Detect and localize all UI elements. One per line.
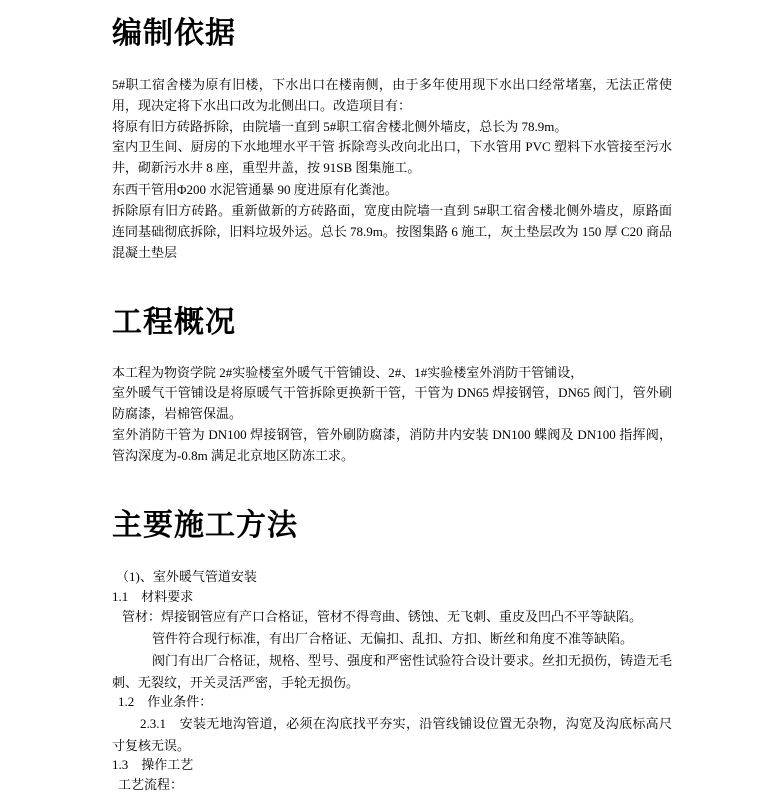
basis-paragraph-5: 拆除原有旧方砖路。重新做新的方砖路面，宽度由院墙一直到 5#职工宿舍楼北侧外墙皮，原路面连同基础彻底拆除，旧料垃圾外运。总长 78.9m。按图集路 6 施工，灰土垫层改为 150 厚 C20 商品混凝土垫层 <box>112 203 672 260</box>
material-valves: 阀门有出厂合格证，规格、型号、强度和严密性试验符合设计要求。丝扣无损伤，铸造无毛刺、无裂纹，开关灵活严密，手轮无损伤。 <box>112 653 673 690</box>
process-flow-label: 工艺流程： <box>118 777 184 792</box>
basis-paragraph-3: 室内卫生间、厨房的下水地埋水平干管 拆除弯头改向北出口，下水管用 PVC 塑料下水管接至污水井，砌新污水井 8 座，重型井盖，按 91SB 图集施工。 <box>112 139 672 175</box>
heading-material-requirements: 1.1 材料要求 <box>112 589 194 604</box>
overview-paragraph-1: 本工程为物资学院 2#实验楼室外暖气干管铺设、2#、1#实验楼室外消防干管铺设， <box>112 365 584 380</box>
material-pipes: 管材：焊接钢管应有产口合格证，管材不得弯曲、锈蚀、无飞刺、重皮及凹凸不平等缺陷。 <box>122 609 643 624</box>
subheading-heating-pipe: （1)、室外暖气管道安装 <box>116 569 257 584</box>
heading-operation-process: 1.3 操作工艺 <box>112 757 194 772</box>
basis-paragraph-2: 将原有旧方砖路拆除，由院墙一直到 5#职工宿舍楼北侧外墙皮，总长为 78.9m。 <box>112 119 568 134</box>
section-heading-methods: 主要施工方法 <box>112 508 298 543</box>
condition-2-3-1: 2.3.1 安装无地沟管道，必须在沟底找平夯实，沿管线铺设位置无杂物，沟宽及沟底标高尺寸复核无误。 <box>112 716 672 753</box>
overview-paragraph-2: 室外暖气干管铺设是将原暖气干管拆除更换新干管，干管为 DN65 焊接钢管，DN65 阀门，管外刷防腐漆，岩棉管保温。 <box>112 385 672 421</box>
section-heading-overview: 工程概况 <box>112 305 236 340</box>
material-fittings: 管件符合现行标准，有出厂合格证、无偏扣、乱扣、方扣、断丝和角度不准等缺陷。 <box>152 631 634 646</box>
heading-work-conditions: 1.2 作业条件： <box>118 694 213 709</box>
basis-paragraph-1: 5#职工宿舍楼为原有旧楼，下水出口在楼南侧，由于多年使用现下水出口经常堵塞，无法正常使用，现决定将下水出口改为北侧出口。改造项目有： <box>112 77 672 113</box>
basis-paragraph-4: 东西干管用Φ200 水泥管通暴 90 度进原有化粪池。 <box>112 182 398 197</box>
section-heading-basis: 编制依据 <box>112 16 236 51</box>
overview-paragraph-3: 室外消防干管为 DN100 焊接钢管，管外刷防腐漆，消防井内安装 DN100 蝶阀及 DN100 指挥阀，管沟深度为-0.8m 满足北京地区防冻工求。 <box>112 427 672 463</box>
